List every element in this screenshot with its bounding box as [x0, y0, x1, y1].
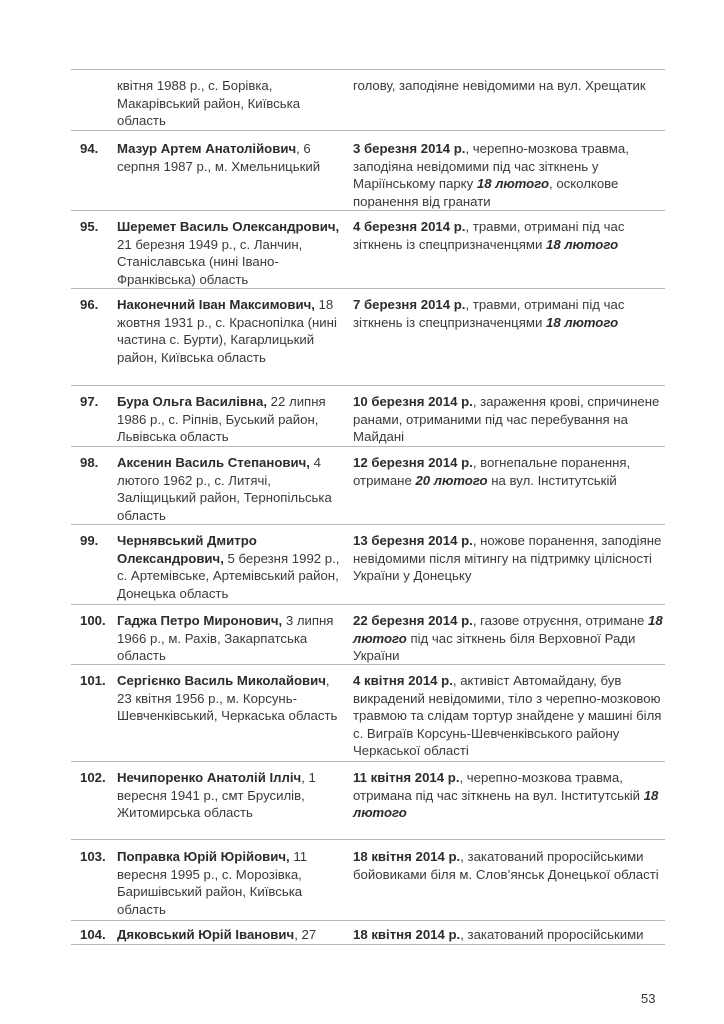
person-name: Нечипоренко Анатолій Ілліч	[117, 770, 302, 785]
person-details: квітня 1988 р., с. Борівка, Макарівський район, Київська область	[117, 78, 301, 129]
person-name: Гаджа Петро Миронович,	[117, 613, 283, 628]
person-name: Сергієнко Василь Миколайович	[117, 673, 326, 688]
person-cell	[117, 926, 345, 944]
person-cell	[117, 77, 345, 130]
event-cell	[353, 769, 665, 822]
table-rule	[71, 130, 665, 131]
table-rule	[71, 761, 665, 762]
person-cell	[117, 532, 345, 602]
event-text: на вул. Інститутській	[487, 472, 617, 488]
person-name: Чернявський Дмитро Олександрович,	[117, 533, 257, 566]
table-rule	[71, 385, 665, 386]
event-text: , черепно-мозкова травма, отримана під час зіткнень на вул. Інститутській	[353, 770, 644, 803]
event-date: 4 березня 2014 р.	[353, 219, 466, 234]
event-date: 7 березня 2014 р.	[353, 297, 466, 312]
event-text: , закатований проросійськими	[460, 927, 644, 942]
event-text: , газове отруєння, отримане	[472, 613, 649, 628]
person-cell	[117, 672, 345, 725]
event-text: , черепно-мозкова травма, заподіяна невідомими під час зіткнень у Маріїнському парку	[353, 141, 629, 192]
table-rule	[71, 604, 665, 605]
event-cell	[353, 77, 665, 95]
person-details: 22 липня 1986 р., с. Ріпнів, Буський район, Львівська область	[117, 394, 326, 445]
row-number: 96.	[80, 297, 99, 312]
event-cell	[353, 454, 665, 489]
row-number: 104.	[80, 927, 106, 942]
event-emphasis: 18 лютого	[476, 176, 549, 192]
event-text: , вогнепальне поранення, отримане	[353, 455, 631, 488]
person-name: Наконечний Іван Максимович,	[117, 297, 315, 312]
row-number: 95.	[80, 219, 99, 234]
event-cell	[353, 612, 665, 665]
event-cell	[353, 532, 665, 585]
person-details: 21 березня 1949 р., с. Ланчин, Станіславська (нині Івано-Франківська) область	[117, 236, 303, 287]
table-rule	[71, 920, 665, 921]
event-date: 18 квітня 2014 р.	[353, 927, 461, 942]
event-text: , осколкове поранення від гранати	[353, 176, 619, 209]
event-text: голову, заподіяне невідомими на вул. Хрещатик	[353, 78, 646, 93]
event-date: 12 березня 2014 р.	[353, 455, 473, 470]
row-number: 100.	[80, 613, 106, 628]
event-text: , ножове поранення, заподіяне невідомими після мітингу на підтримку цілісності України у Донецьку	[353, 533, 662, 584]
table-rule	[71, 69, 665, 70]
event-emphasis: 18 лютого	[353, 613, 663, 646]
event-date: 18 квітня 2014 р.	[353, 849, 461, 864]
person-details: 3 липня 1966 р., м. Рахів, Закарпатська область	[117, 613, 334, 664]
event-date: 22 березня 2014 р.	[353, 613, 473, 628]
event-cell	[353, 926, 665, 944]
person-details: 5 березня 1992 р., с. Артемівське, Артемівський район, Донецька область	[117, 550, 340, 601]
event-date: 4 квітня 2014 р.	[353, 673, 453, 688]
event-text: , зараження крові, спричинене ранами, отриманими під час перебування на Майдані	[353, 394, 660, 445]
event-cell	[353, 393, 665, 446]
row-number: 97.	[80, 394, 99, 409]
person-name: Аксенин Василь Степанович,	[117, 455, 310, 470]
person-cell	[117, 612, 345, 665]
person-cell	[117, 848, 345, 918]
person-details: 18 жовтня 1931 р., с. Краснопілка (нині частина с. Бурти), Кагарлицький район, Київська область	[117, 297, 337, 365]
event-emphasis: 18 лютого	[545, 236, 619, 252]
event-date: 10 березня 2014 р.	[353, 394, 473, 409]
event-text: , травми, отримані під час зіткнень із спецпризначенцями	[353, 297, 625, 330]
row-number: 99.	[80, 533, 99, 548]
row-number: 98.	[80, 455, 99, 470]
event-date: 11 квітня 2014 р.	[353, 770, 460, 785]
person-name: Дяковський Юрій Іванович	[117, 927, 295, 942]
table-rule	[71, 446, 665, 447]
event-emphasis: 20 лютого	[415, 472, 488, 488]
page-number: 53	[641, 991, 656, 1006]
person-cell	[117, 454, 345, 524]
table-rule	[71, 839, 665, 840]
event-cell	[353, 672, 665, 760]
event-date: 3 березня 2014 р.	[353, 141, 466, 156]
person-cell	[117, 296, 345, 366]
person-cell	[117, 393, 345, 446]
person-details: , 6 серпня 1987 р., м. Хмельницький	[117, 141, 321, 174]
person-name: Мазур Артем Анатолійович	[117, 141, 297, 156]
event-date: 13 березня 2014 р.	[353, 533, 473, 548]
row-number: 101.	[80, 673, 106, 688]
person-cell	[117, 218, 345, 288]
person-details: 4 лютого 1962 р., с. Литячі, Заліщицький район, Тернопільська область	[117, 455, 332, 523]
person-details: 11 вересня 1995 р., с. Морозівка, Баришівський район, Київська область	[117, 849, 308, 917]
person-details: , 1 вересня 1941 р., смт Брусилів, Житомирська область	[117, 770, 316, 821]
person-name: Шеремет Василь Олександрович,	[117, 219, 340, 234]
event-cell	[353, 140, 665, 210]
event-cell	[353, 218, 665, 253]
event-cell	[353, 296, 665, 331]
event-text: , закатований проросійськими бойовиками біля м. Слов’янськ Донецької області	[353, 849, 659, 882]
table-rule	[71, 944, 665, 945]
event-text: , травми, отримані під час зіткнень із спецпризначенцями	[353, 219, 625, 252]
person-name: Поправка Юрій Юрійович,	[117, 849, 290, 864]
event-emphasis: 18 лютого	[353, 787, 659, 821]
person-details: , 27	[294, 927, 317, 942]
row-number: 94.	[80, 141, 99, 156]
person-cell	[117, 769, 345, 822]
row-number: 103.	[80, 849, 106, 864]
event-text: під час зіткнень біля Верховної Ради України	[353, 630, 636, 664]
event-emphasis: 18 лютого	[545, 314, 619, 330]
row-number: 102.	[80, 770, 106, 785]
person-cell	[117, 140, 345, 175]
event-text: , активіст Автомайдану, був викрадений невідомими, тіло з черепно-мозковою травмою та слідам тортур знайдене у машині біля с. Виграїв Корсунь-Шевченківського району Черкаської області	[353, 673, 662, 759]
person-name: Бура Ольга Василівна,	[117, 394, 267, 409]
person-details: , 23 квітня 1956 р., м. Корсунь-Шевченківський, Черкаська область	[117, 673, 338, 724]
event-cell	[353, 848, 665, 883]
